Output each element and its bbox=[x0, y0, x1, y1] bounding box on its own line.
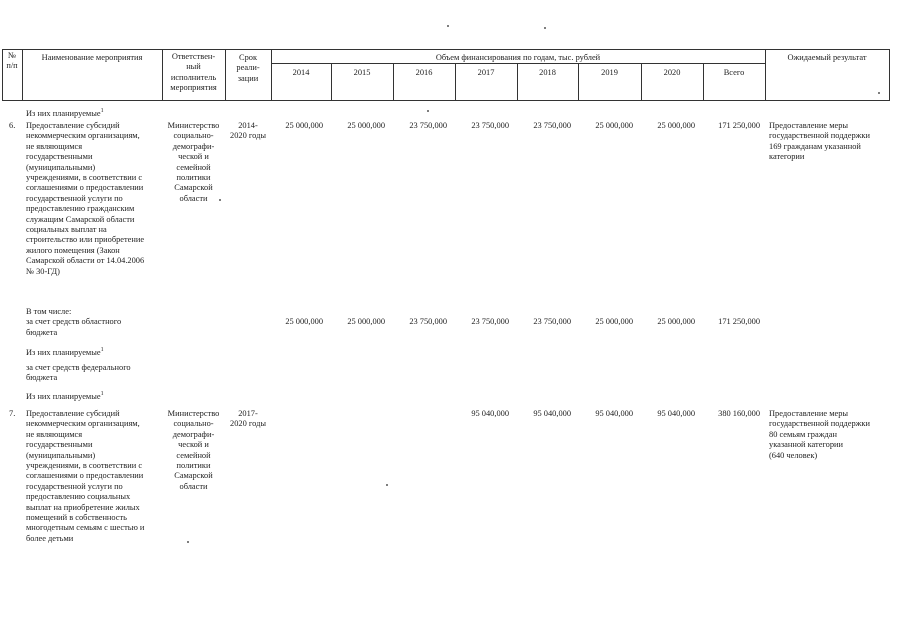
header-funding: Объем финансирования по годам, тыс. рублей bbox=[435, 53, 601, 62]
row6-value-total: 171 250,000 bbox=[718, 121, 760, 130]
row6-value-2017: 23 750,000 bbox=[471, 121, 509, 130]
row7-value-total: 380 160,000 bbox=[718, 409, 760, 418]
row6-regional-2019: 25 000,000 bbox=[595, 317, 633, 326]
header-result: Ожидаемый результат bbox=[787, 53, 867, 62]
top-planned-note: Из них планируемые$^1$ bbox=[26, 108, 104, 118]
header-term: Срок реали- зации bbox=[236, 53, 260, 83]
header-year-2017: 2017 bbox=[477, 68, 495, 77]
row6-value-2019: 25 000,000 bbox=[595, 121, 633, 130]
scan-speck bbox=[427, 110, 429, 112]
row6-value-2016: 23 750,000 bbox=[409, 121, 447, 130]
row7-value-2018: 95 040,000 bbox=[533, 409, 571, 418]
header-total: Всего bbox=[723, 68, 745, 77]
row6-regional-2016: 23 750,000 bbox=[409, 317, 447, 326]
row7-term: 2017- 2020 годы bbox=[230, 409, 266, 429]
table-header bbox=[0, 0, 905, 102]
header-year-2016: 2016 bbox=[415, 68, 433, 77]
row7-responsible: Министерство социально- демографи- ческой и семейной политики Самарской области bbox=[167, 409, 220, 491]
row6-name: Предоставление субсидий некоммерческим организациям, не являющимся государственными (муниципальными) учреждениями, в соответствии с соглашениями о предоставлении государственной услуги по предоставлению гражданским служащим Самарской области социальных выплат на строительство или приобретение жилого помещения (Закон Самарской области от 14.04.2006 № 30-ГД) bbox=[26, 121, 145, 276]
scan-speck bbox=[187, 541, 189, 543]
header-year-2020: 2020 bbox=[663, 68, 681, 77]
row6-federal-budget-label: за счет средств федерального бюджета bbox=[26, 363, 131, 383]
row6-regional-2017: 23 750,000 bbox=[471, 317, 509, 326]
row6-value-2015: 25 000,000 bbox=[347, 121, 385, 130]
row6-value-2020: 25 000,000 bbox=[657, 121, 695, 130]
scan-speck bbox=[219, 199, 221, 201]
row7-value-2020: 95 040,000 bbox=[657, 409, 695, 418]
row6-regional-2018: 23 750,000 bbox=[533, 317, 571, 326]
row7-name: Предоставление субсидий некоммерческим организациям, не являющимся государственными (муниципальными) учреждениями, в соответствии с соглашениями о предоставлении государственной услуги по предоставлению социальных выплат на приобретение жилых помещений в собственность многодетным семьям с шестью и более детьми bbox=[26, 409, 145, 543]
header-year-2014: 2014 bbox=[292, 68, 310, 77]
header-num: № п/п bbox=[6, 51, 18, 71]
row6-result: Предоставление меры государственной поддержки 169 гражданам указанной категории bbox=[769, 121, 870, 162]
header-name: Наименование мероприятия bbox=[41, 53, 143, 62]
row7-result: Предоставление меры государственной поддержки 80 семьям граждан указанной категории (640 человек) bbox=[769, 409, 870, 460]
row6-regional-2014: 25 000,000 bbox=[285, 317, 323, 326]
header-responsible: Ответствен- ный исполнитель мероприятия bbox=[170, 52, 217, 93]
row6-regional-2015: 25 000,000 bbox=[347, 317, 385, 326]
header-year-2018: 2018 bbox=[539, 68, 556, 77]
header-year-2015: 2015 bbox=[353, 68, 371, 77]
scan-speck bbox=[386, 484, 388, 486]
row6-planned-note-1: Из них планируемые$^1$ bbox=[26, 347, 104, 357]
row6-planned-note-2: Из них планируемые$^1$ bbox=[26, 391, 104, 401]
row6-term: 2014- 2020 годы bbox=[230, 121, 266, 141]
row6-value-2018: 23 750,000 bbox=[533, 121, 571, 130]
row6-regional-2020: 25 000,000 bbox=[657, 317, 695, 326]
header-year-2019: 2019 bbox=[601, 68, 618, 77]
row6-regional-budget-label: В том числе: за счет средств областного бюджета bbox=[26, 307, 122, 337]
row7-number: 7. bbox=[9, 409, 16, 418]
scan-speck bbox=[878, 92, 880, 94]
header-top-border bbox=[2, 49, 889, 50]
row7-value-2019: 95 040,000 bbox=[595, 409, 633, 418]
row6-responsible: Министерство социально- демографи- ческой и семейной политики Самарской области bbox=[167, 121, 220, 203]
scan-speck bbox=[447, 25, 449, 27]
row6-regional-total: 171 250,000 bbox=[718, 317, 760, 326]
header-bottom-border bbox=[2, 100, 889, 101]
row6-value-2014: 25 000,000 bbox=[285, 121, 323, 130]
row6-number: 6. bbox=[9, 121, 16, 130]
scan-speck bbox=[544, 27, 546, 29]
row7-value-2017: 95 040,000 bbox=[471, 409, 509, 418]
